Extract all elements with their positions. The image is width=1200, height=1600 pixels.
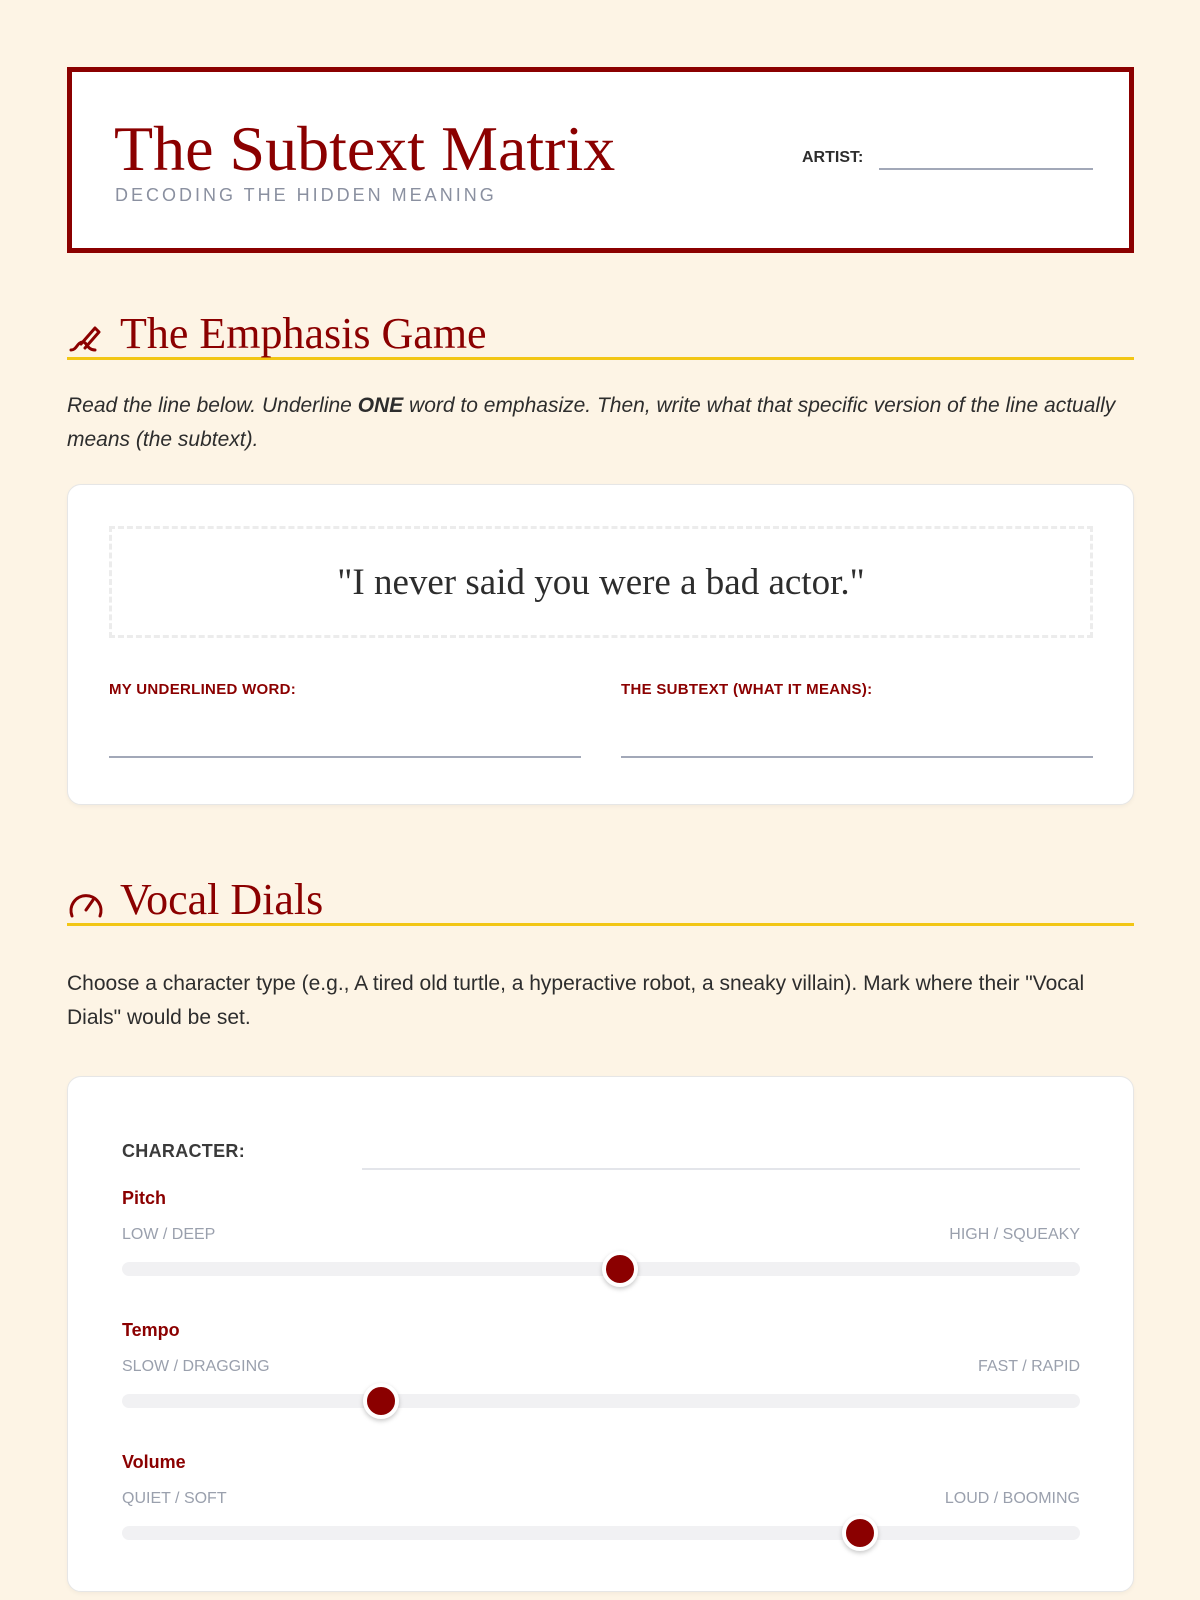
character-field[interactable] — [362, 1168, 1080, 1170]
dial-knob[interactable] — [602, 1251, 638, 1287]
tempo-dial — [122, 1320, 1080, 1430]
dial-high-label: HIGH / SQUEAKY — [949, 1226, 1080, 1243]
dial-low-label: QUIET / SOFT — [122, 1490, 227, 1507]
dial-high-label: LOUD / BOOMING — [944, 1490, 1080, 1507]
page-subtitle: DECODING THE HIDDEN MEANING — [115, 185, 497, 205]
vocal-instructions: Choose a character type (e.g., A tired old turtle, a hyperactive robot, a sneaky villain). Mark where their "Vocal Dials" would be set. — [67, 972, 1085, 1029]
subtext-label: THE SUBTEXT (WHAT IT MEANS): — [621, 681, 873, 698]
emphasis-section-title: The Emphasis Game — [120, 309, 487, 358]
dial-name: Pitch — [122, 1188, 167, 1208]
artist-field[interactable] — [879, 168, 1093, 170]
dial-name: Tempo — [122, 1320, 180, 1340]
emphasis-keyword: ONE — [357, 394, 404, 417]
dial-name: Volume — [122, 1452, 186, 1472]
dial-track[interactable] — [122, 1394, 1080, 1408]
subtext-field[interactable] — [621, 756, 1093, 758]
underlined-word-label: MY UNDERLINED WORD: — [109, 681, 297, 698]
vocal-dials-card — [67, 1076, 1134, 1592]
worksheet-header — [67, 67, 1134, 253]
pitch-dial — [122, 1188, 1080, 1298]
character-label: CHARACTER: — [122, 1141, 245, 1161]
underlined-word-field[interactable] — [109, 756, 581, 758]
dial-knob[interactable] — [842, 1515, 878, 1551]
emphasis-section-heading — [67, 308, 1134, 360]
page-title: The Subtext Matrix — [114, 113, 616, 184]
dial-low-label: LOW / DEEP — [122, 1226, 216, 1243]
emphasis-card — [67, 484, 1134, 805]
vocal-section-title: Vocal Dials — [120, 875, 324, 924]
emphasis-instructions: Read the line below. Underline ONE word to emphasize. Then, write what that specific version of the line actually means (the subtext). — [67, 394, 1116, 451]
gauge-icon — [67, 886, 105, 924]
dial-low-label: SLOW / DRAGGING — [122, 1358, 270, 1375]
quote-line: "I never said you were a bad actor." — [337, 561, 865, 603]
signature-pen-icon — [67, 320, 105, 358]
dial-track[interactable] — [122, 1262, 1080, 1276]
dial-track[interactable] — [122, 1526, 1080, 1540]
volume-dial — [122, 1452, 1080, 1562]
vocal-section-heading — [67, 874, 1134, 926]
dial-high-label: FAST / RAPID — [978, 1358, 1080, 1375]
artist-label: ARTIST: — [802, 149, 864, 166]
dial-knob[interactable] — [363, 1383, 399, 1419]
quote-box — [109, 526, 1093, 638]
